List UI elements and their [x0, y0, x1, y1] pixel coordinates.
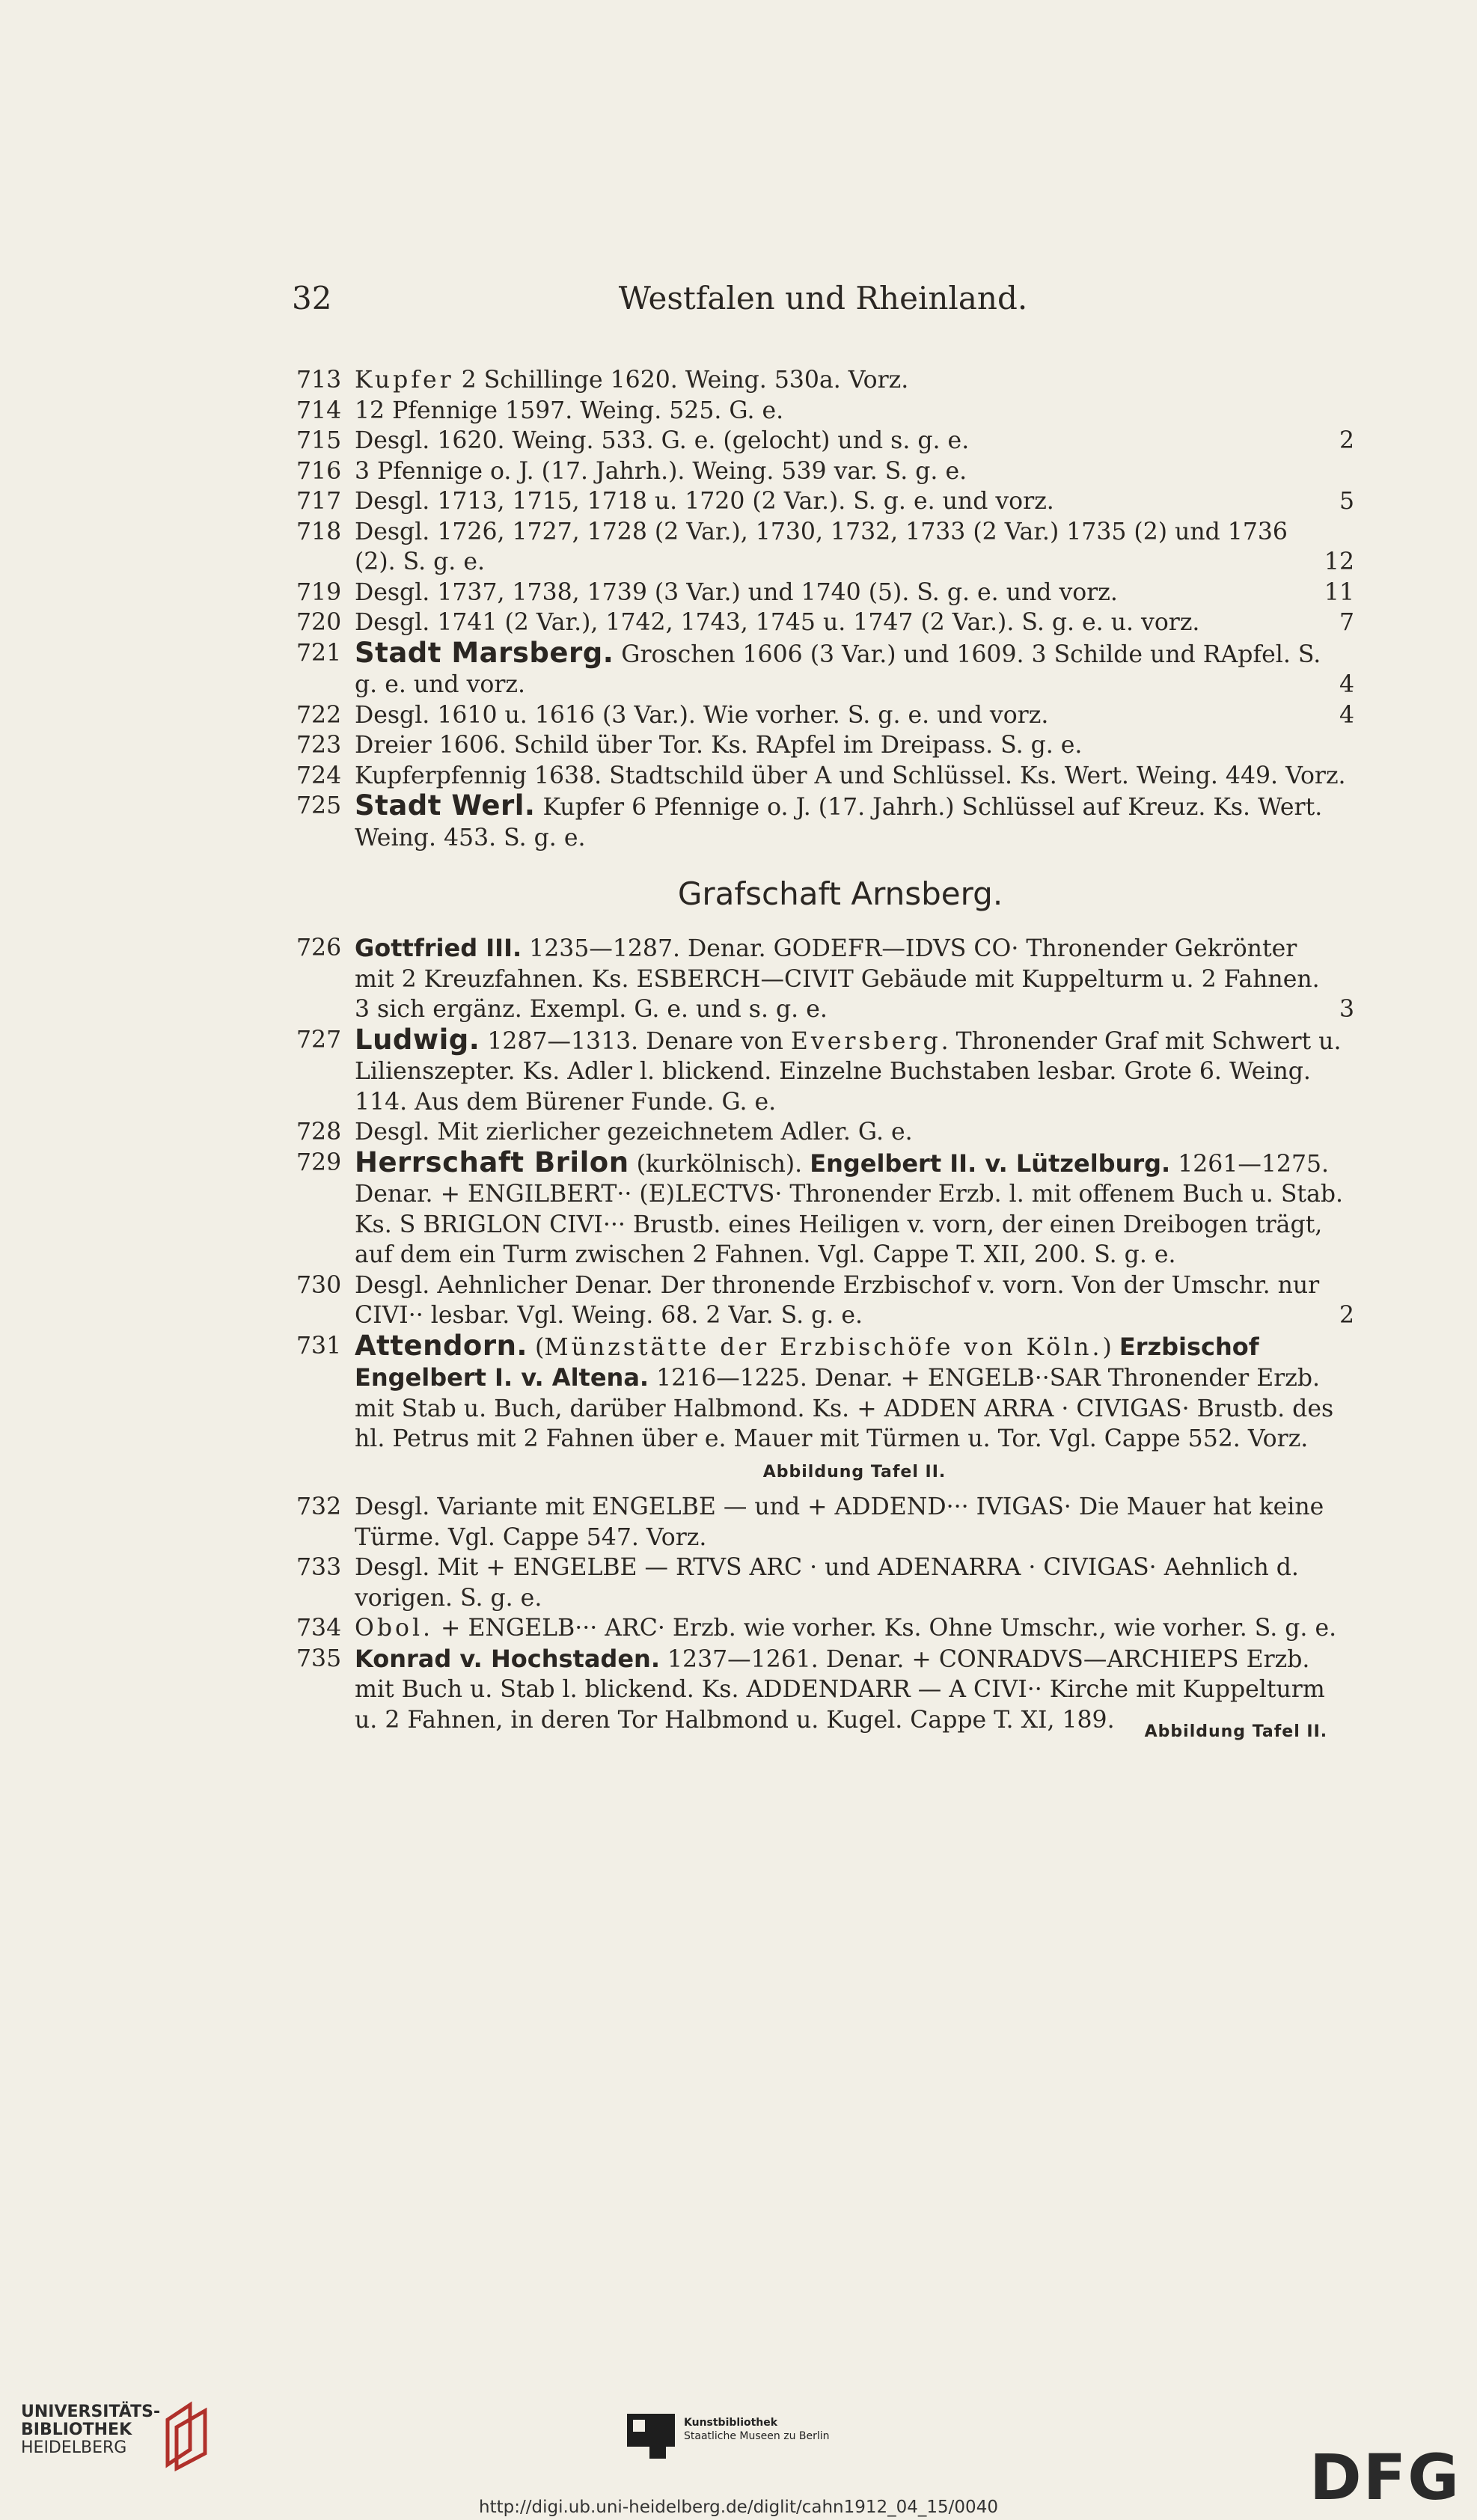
entry-text: Desgl. Variante mit ENGELBE — und + ADDEND··· IVIGAS· Die Mauer hat keine Türme. Vgl. Cappe 547. Vorz. — [355, 1493, 1324, 1551]
catalog-entry — [296, 456, 1354, 487]
entry-spaced-text: Münzstätte der Erzbischöfe von Köln. — [544, 1333, 1103, 1361]
entry-text: ( — [528, 1333, 545, 1361]
catalog-entry — [296, 396, 1354, 426]
catalog-entry — [296, 933, 1354, 1025]
entry-text: Desgl. Aehnlicher Denar. Der thronende Erzbischof v. vorn. Von der Umschr. nur CIVI·· lesbar. Vgl. Weing. 68. 2 Var. S. g. e. — [355, 1271, 1320, 1329]
entry-price: 12 — [1324, 548, 1354, 575]
entry-text: Desgl. 1741 (2 Var.), 1742, 1743, 1745 u. 1747 (2 Var.). S. g. e. u. vorz. — [355, 609, 1200, 636]
entry-text: (kurkölnisch). — [629, 1150, 810, 1178]
catalog-entry — [296, 730, 1354, 761]
ub-line-2: BIBLIOTHEK — [21, 2420, 132, 2439]
plate-reference: Abbildung Tafel II. — [762, 1462, 947, 1481]
entry-number: 725 — [296, 792, 342, 819]
catalog-entry — [296, 1331, 1354, 1488]
entry-text: Groschen 1606 (3 Var.) und 1609. 3 Schilde und RApfel. S. g. e. und vorz. — [355, 640, 1321, 698]
entry-number: 727 — [296, 1026, 342, 1053]
running-header — [292, 280, 1354, 325]
entry-number: 714 — [296, 397, 342, 424]
catalog-entry — [296, 365, 1354, 396]
ub-line-3: HEIDELBERG — [21, 2438, 127, 2457]
catalog-entry — [296, 1148, 1354, 1270]
entry-number: 724 — [296, 762, 342, 789]
page-number: 32 — [292, 280, 332, 316]
entry-lead: Obol. — [355, 1615, 434, 1642]
entry-number: 721 — [296, 639, 342, 667]
entry-text: 1287—1313. Denare von — [480, 1027, 791, 1055]
entry-text: 1237—1261. Denar. + CONRADVS—ARCHIEPS Erzb. mit Buch u. Stab l. blickend. Ks. ADDENDARR — A CIVI·· Kirche mit Kuppelturm u. 2 Fahnen, in deren Tor Halbmond u. Kugel. Cappe T. XI, 189. — [355, 1645, 1325, 1734]
entry-text-continued: . Thronender Graf mit Schwert u. Lilienszepter. Ks. Adler l. blickend. Einzelne Buchstaben lesbar. Grote 6. Weing. 114. Aus dem Bürener Funde. G. e. — [355, 1027, 1342, 1116]
entry-heading: Herrschaft Brilon — [355, 1146, 629, 1178]
entry-heading: Ludwig. — [355, 1023, 480, 1056]
ub-line-1: UNIVERSITÄTS- — [21, 2403, 161, 2421]
entry-heading: Attendorn. — [355, 1329, 528, 1362]
entry-text: Desgl. 1726, 1727, 1728 (2 Var.), 1730, 1732, 1733 (2 Var.) 1735 (2) und 1736 (2). S. g. e. — [355, 518, 1288, 575]
catalog-entry — [296, 426, 1354, 456]
entry-number: 734 — [296, 1615, 342, 1642]
entry-text-continued: 1216—1225. Denar. + ENGELB··SAR Thronender Erzb. mit Stab u. Buch, darüber Halbmond. Ks. + ADDEN ARRA · CIVIGAS· Brustb. des hl. Petrus mit 2 Fahnen über e. Mauer mit Türmen u. Tor. Vgl. Cappe 552. Vorz. — [355, 1365, 1334, 1452]
entry-number: 716 — [296, 457, 342, 485]
entry-text: Desgl. Mit zierlicher gezeichnetem Adler. G. e. — [355, 1119, 913, 1146]
entry-number: 730 — [296, 1271, 342, 1299]
entry-number: 722 — [296, 701, 342, 729]
entry-text: 1235—1287. Denar. GODEFR—IDVS CO· Thronender Gekrönter mit 2 Kreuzfahnen. Ks. ESBERCH—CIVIT Gebäude mit Kuppelturm u. 2 Fahnen. 3 sich ergänz. Exempl. G. e. und s. g. e. — [355, 935, 1320, 1023]
entry-price: 5 — [1339, 488, 1354, 515]
entry-price: 2 — [1339, 427, 1354, 454]
entry-number: 731 — [296, 1332, 342, 1360]
entry-number: 728 — [296, 1119, 342, 1146]
entry-number: 726 — [296, 935, 342, 961]
entry-price: 4 — [1339, 701, 1354, 729]
entry-price: 4 — [1339, 671, 1354, 698]
catalog-entry — [296, 1025, 1354, 1118]
entry-number: 719 — [296, 578, 342, 606]
catalog-entry — [296, 1553, 1354, 1613]
entry-text: + ENGELB··· ARC· Erzb. wie vorher. Ks. Ohne Umschr., wie vorher. S. g. e. — [433, 1615, 1337, 1642]
dfg-logo: DFG — [1309, 2441, 1461, 2514]
kb-line-2: Staatliche Museen zu Berlin — [684, 2430, 830, 2442]
catalog-entry — [296, 517, 1354, 578]
entry-spaced-text: Eversberg — [790, 1027, 941, 1055]
entry-heading: Stadt Marsberg. — [355, 636, 614, 669]
entry-text: Desgl. Mit + ENGELBE — RTVS ARC · und ADENARRA · CIVIGAS· Aehnlich d. vorigen. S. g. e. — [355, 1554, 1299, 1612]
ub-emblem-icon — [160, 2397, 227, 2472]
entry-price: 11 — [1324, 578, 1354, 606]
catalog-entry — [296, 578, 1354, 608]
catalog-entry — [296, 486, 1354, 517]
entry-text: 12 Pfennige 1597. Weing. 525. G. e. — [355, 397, 784, 424]
entry-number: 733 — [296, 1554, 342, 1581]
catalog-entry — [296, 1644, 1354, 1739]
entry-text: Desgl. 1620. Weing. 533. G. e. (gelocht) und s. g. e. — [355, 427, 970, 454]
entry-text: Dreier 1606. Schild über Tor. Ks. RApfel im Dreipass. S. g. e. — [355, 732, 1083, 759]
entry-number: 713 — [296, 367, 342, 394]
entry-heading: Konrad v. Hochstaden. — [355, 1644, 660, 1673]
section-title: Grafschaft Arnsberg. — [677, 875, 1003, 912]
running-title: Westfalen und Rheinland. — [618, 280, 1028, 316]
kunstbibliothek-emblem-icon — [627, 2414, 675, 2459]
catalog-entry — [296, 761, 1354, 792]
source-url[interactable]: http://digi.ub.uni-heidelberg.de/diglit/cahn1912_04_15/0040 — [479, 2498, 998, 2517]
entry-heading: Stadt Werl. — [355, 789, 536, 822]
kb-line-1: Kunstbibliothek — [684, 2417, 778, 2429]
entry-text: 2 Schillinge 1620. Weing. 530a. Vorz. — [453, 367, 909, 394]
entry-subheading: Engelbert II. v. Lützelburg. — [810, 1149, 1171, 1178]
entry-text-continued: ) — [1102, 1333, 1119, 1361]
catalog-entry — [296, 1117, 1354, 1148]
catalog-entry — [296, 1613, 1354, 1644]
entry-price: 2 — [1339, 1302, 1354, 1329]
entry-number: 723 — [296, 732, 342, 759]
entry-text: Kupfer 6 Pfennige o. J. (17. Jahrh.) Schlüssel auf Kreuz. Ks. Wert. Weing. 453. S. g. e. — [355, 794, 1323, 851]
entry-number: 717 — [296, 488, 342, 515]
entry-text: Desgl. 1713, 1715, 1718 u. 1720 (2 Var.). S. g. e. und vorz. — [355, 488, 1054, 515]
entry-number: 729 — [296, 1149, 342, 1176]
entry-text: Desgl. 1737, 1738, 1739 (3 Var.) und 1740 (5). S. g. e. und vorz. — [355, 578, 1118, 606]
entry-heading: Gottfried III. — [355, 934, 522, 962]
entry-text: Desgl. 1610 u. 1616 (3 Var.). Wie vorher. S. g. e. und vorz. — [355, 701, 1049, 729]
entry-subheading: Erzbischof Engelbert I. v. Altena. — [355, 1332, 1259, 1392]
catalog-entry — [296, 1492, 1354, 1553]
entry-price: 7 — [1339, 609, 1354, 636]
university-library-logo — [21, 2393, 208, 2457]
entry-text: 3 Pfennige o. J. (17. Jahrh.). Weing. 539 var. S. g. e. — [355, 457, 967, 485]
plate-reference: Abbildung Tafel II. — [1144, 1722, 1328, 1741]
catalog-entries — [296, 365, 1354, 1741]
entry-number: 718 — [296, 518, 342, 545]
catalog-entry — [296, 1270, 1354, 1331]
entry-lead: Kupfer — [355, 367, 454, 394]
entry-number: 735 — [296, 1645, 342, 1672]
entry-number: 720 — [296, 609, 342, 636]
catalog-entry — [296, 791, 1354, 853]
entry-text-continued: 1261—1275. Denar. + ENGILBERT·· (E)LECTVS· Thronender Erzb. l. mit offenem Buch u. Stab. Ks. S BRIGLON CIVI··· Brustb. eines Heiligen v. vorn, der einen Dreibogen trägt, auf dem ein Turm zwischen 2 Fahnen. Vgl. Cappe T. XII, 200. S. g. e. — [355, 1150, 1344, 1268]
catalog-entry — [296, 608, 1354, 638]
entry-price: 3 — [1339, 996, 1354, 1023]
entry-number: 732 — [296, 1493, 342, 1520]
entry-number: 715 — [296, 427, 342, 454]
catalog-entry — [296, 700, 1354, 731]
entry-text: Kupferpfennig 1638. Stadtschild über A und Schlüssel. Ks. Wert. Weing. 449. Vorz. — [355, 762, 1346, 789]
catalog-entry — [296, 638, 1354, 700]
